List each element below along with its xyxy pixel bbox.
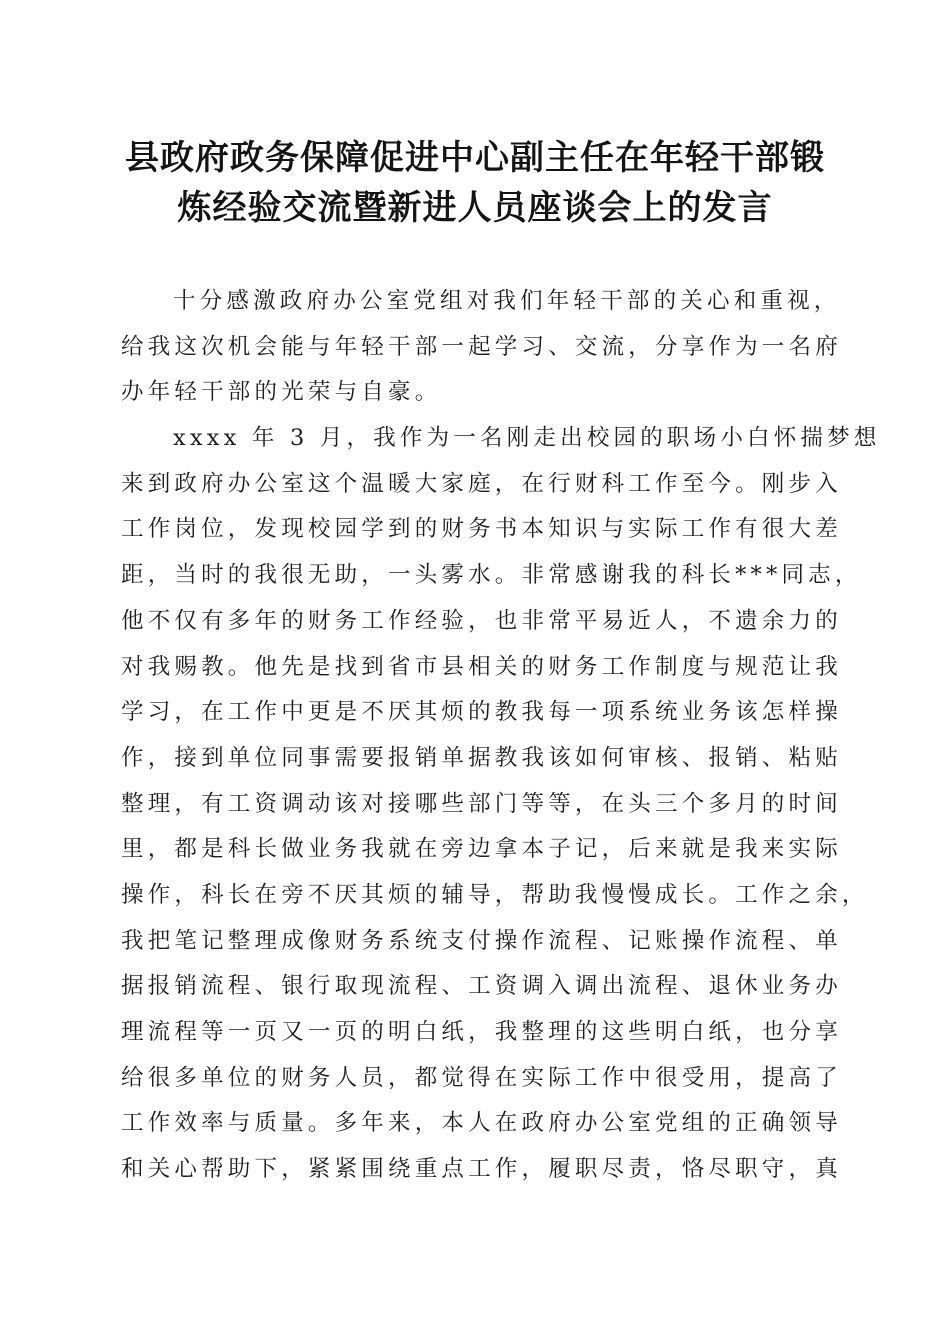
paragraph-2-line: 给很多单位的财务人员，都觉得在实际工作中很受用，提高了 [121,1064,842,1091]
paragraph-2-line: 学习，在工作中更是不厌其烦的教我每一项系统业务该怎样操 [121,699,842,726]
paragraph-2-line: 来到政府办公室这个温暖大家庭，在行财科工作至今。刚步入 [121,470,842,497]
paragraph-2-line: 工作岗位，发现校园学到的财务书本知识与实际工作有很大差 [121,516,842,543]
paragraph-2-line: 我把笔记整理成像财务系统支付操作流程、记账操作流程、单 [121,927,842,954]
paragraph-2-line: 据报销流程、银行取现流程、工资调入调出流程、退休业务办 [121,973,842,1000]
paragraph-2-line: 理流程等一页又一页的明白纸，我整理的这些明白纸，也分享 [121,1019,842,1045]
paragraph-2-line: 作，接到单位同事需要报销单据教我该如何审核、报销、粘贴 [121,744,842,771]
paragraph-2-line: 工作效率与质量。多年来，本人在政府办公室党组的正确领导 [121,1110,842,1137]
paragraph-2-line: 对我赐教。他先是找到省市县相关的财务工作制度与规范让我 [121,653,842,680]
document-title [95,133,855,233]
title-line-1: 县政府政务保障促进中心副主任在年轻干部锻 [125,138,825,178]
paragraph-2-line: 距，当时的我很无助，一头雾水。非常感谢我的科长***同志， [121,562,862,589]
paragraph-2-line: 操作，科长在旁不厌其烦的辅导，帮助我慢慢成长。工作之余， [121,881,869,908]
paragraph-2-line: 里，都是科长做业务我就在旁边拿本子记，后来就是我来实际 [121,836,842,863]
paragraph-2-line: 他不仅有多年的财务工作经验，也非常平易近人，不遗余力的 [121,607,842,634]
paragraph-1-line: 十分感激政府办公室党组对我们年轻干部的关心和重视， [173,288,841,314]
paragraph-1-line: 给我这次机会能与年轻干部一起学习、交流，分享作为一名府 [121,333,842,360]
paragraph-2-line: 整理，有工资调动该对接哪些部门等等，在头三个多月的时间 [121,790,842,817]
document-body [121,279,881,1193]
paragraph-2-line: 和关心帮助下，紧紧围绕重点工作，履职尽责，恪尽职守，真 [121,1156,842,1183]
paragraph-1-line: 办年轻干部的光荣与自豪。 [121,379,442,406]
paragraph-2-line: xxxx 年 3 月，我作为一名刚走出校园的职场小白怀揣梦想 [173,425,881,452]
title-line-2: 炼经验交流暨新进人员座谈会上的发言 [177,188,773,228]
